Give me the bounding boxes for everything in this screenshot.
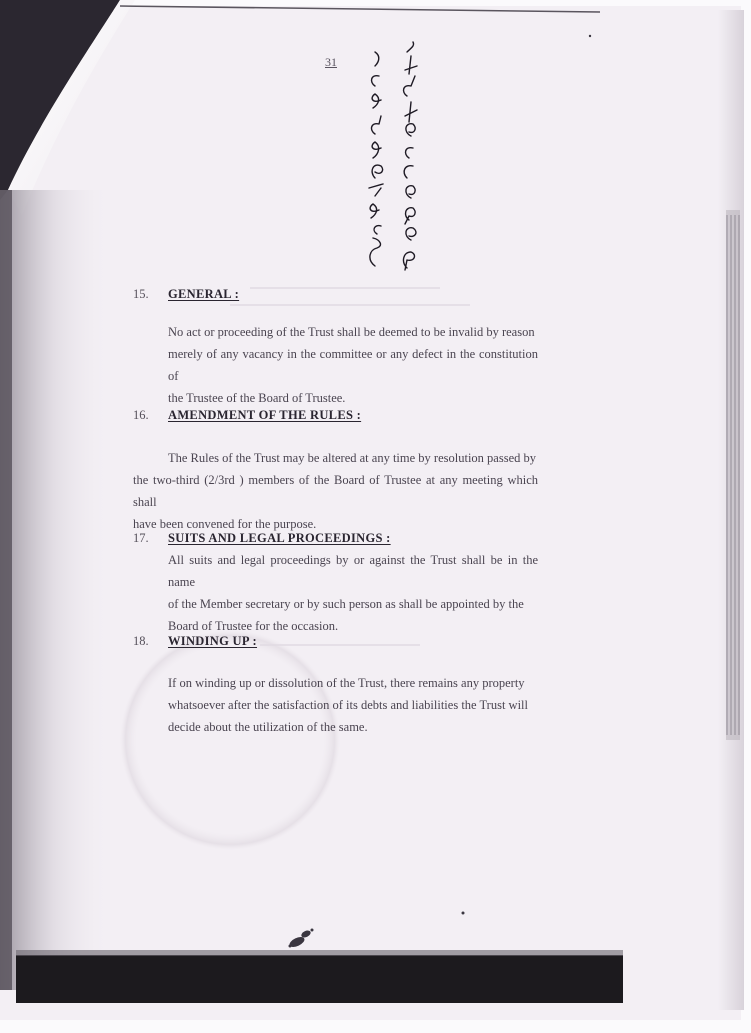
paragraph-line: All suits and legal proceedings by or against the Trust shall be in the name (168, 553, 538, 589)
paragraph-line: the two-third (2/3rd ) members of the Board of Trustee at any meeting which shall (133, 473, 538, 509)
paragraph-line: of the Member secretary or by such person as shall be appointed by the (168, 597, 524, 611)
page-number: 31 (325, 55, 337, 69)
paragraph-line: have been convened for the purpose. (133, 517, 317, 531)
paragraph-line: Board of Trustee for the occasion. (168, 619, 339, 633)
handwritten-signature (345, 38, 435, 273)
section-number: 17. (133, 531, 149, 545)
paragraph-line: If on winding up or dissolution of the Trust, there remains any property (168, 676, 525, 690)
paragraph-line: whatsoever after the satisfaction of its debts and liabilities the Trust will (168, 698, 529, 712)
paragraph-line: the Trustee of the Board of Trustee. (168, 391, 346, 405)
section-heading: SUITS AND LEGAL PROCEEDINGS : (168, 531, 391, 545)
section-heading: GENERAL : (168, 287, 240, 301)
section-number: 15. (133, 287, 149, 301)
paragraph-line: No act or proceeding of the Trust shall be deemed to be invalid by reason (168, 325, 535, 339)
section-paragraph (168, 672, 538, 738)
section-heading: AMENDMENT OF THE RULES : (168, 408, 362, 422)
section-paragraph (168, 549, 538, 637)
section-paragraph (168, 321, 538, 409)
paragraph-line: merely of any vacancy in the committee or any defect in the constitution of (168, 347, 538, 383)
paragraph-line: decide about the utilization of the same. (168, 720, 368, 734)
section-number: 18. (133, 634, 149, 648)
section-heading: WINDING UP : (168, 634, 258, 648)
paragraph-line: The Rules of the Trust may be altered at any time by resolution passed by (168, 451, 536, 465)
section-number: 16. (133, 408, 149, 422)
section-paragraph (133, 447, 538, 535)
